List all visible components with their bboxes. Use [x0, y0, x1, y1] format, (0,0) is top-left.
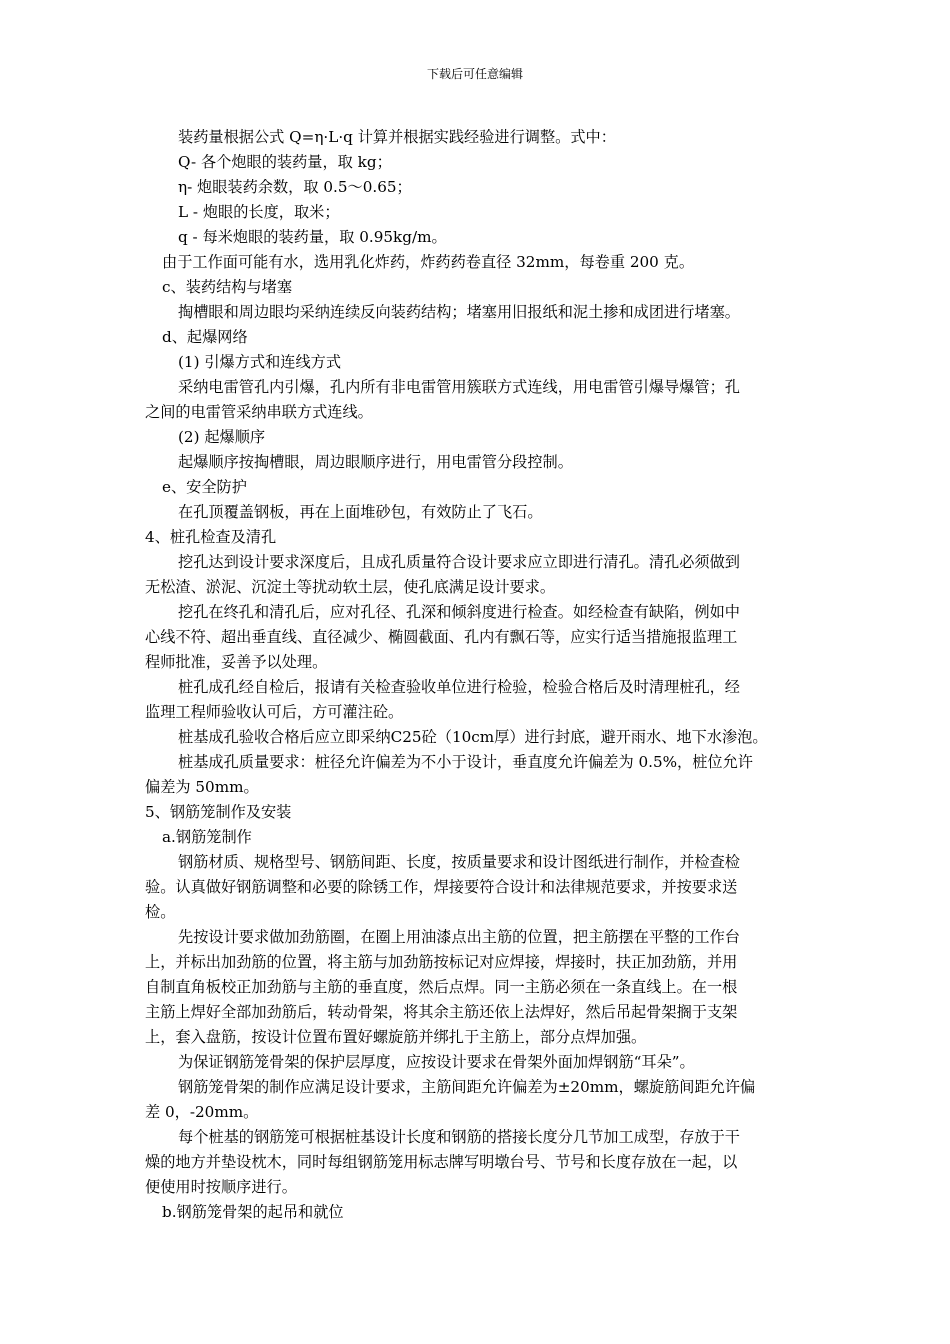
- page-header: 下载后可任意编辑: [426, 67, 523, 81]
- text-line: 每个桩基的钢筋笼可根据桩基设计长度和钢筋的搭接长度分几节加工成型，存放于干: [178, 1128, 740, 1146]
- text-line: 验。认真做好钢筋调整和必要的除锈工作，焊接要符合设计和法律规范要求，并按要求送: [145, 878, 738, 896]
- text-line: 便使用时按顺序进行。: [145, 1178, 297, 1196]
- text-line: 采纳电雷管孔内引爆，孔内所有非电雷管用簇联方式连线，用电雷管引爆导爆管；孔: [178, 378, 740, 396]
- text-line: 为保证钢筋笼骨架的保护层厚度，应按设计要求在骨架外面加焊钢筋“耳朵”。: [178, 1053, 695, 1071]
- text-line: 掏槽眼和周边眼均采纳连续反向装药结构；堵塞用旧报纸和泥土掺和成团进行堵塞。: [178, 303, 740, 321]
- text-line: 挖孔达到设计要求深度后，且成孔质量符合设计要求应立即进行清孔。清孔必须做到: [178, 553, 740, 571]
- subsection-heading: a.钢筋笼制作: [162, 828, 252, 846]
- text-line: 在孔顶覆盖钢板，再在上面堆砂包，有效防止了飞石。: [178, 503, 543, 521]
- text-line: 先按设计要求做加劲筋圈，在圈上用油漆点出主筋的位置，把主筋摆在平整的工作台: [178, 928, 740, 946]
- text-line: 由于工作面可能有水，选用乳化炸药，炸药药卷直径 32mm，每卷重 200 克。: [162, 253, 695, 271]
- text-line: η- 炮眼装药余数，取 0.5～0.65；: [178, 178, 412, 196]
- subsection-heading: b.钢筋笼骨架的起吊和就位: [162, 1203, 344, 1221]
- text-line: L - 炮眼的长度，取米；: [178, 203, 340, 221]
- subsection-heading: c、装药结构与堵塞: [162, 278, 293, 296]
- subsection-heading: (2) 起爆顺序: [178, 428, 266, 446]
- subsection-heading: e、安全防护: [162, 478, 247, 496]
- section-heading: 5、钢筋笼制作及安装: [145, 803, 292, 821]
- text-line: Q- 各个炮眼的装药量，取 kg；: [178, 153, 392, 171]
- text-line: 差 0，-20mm。: [145, 1103, 259, 1121]
- text-line: 桩基成孔质量要求：桩径允许偏差为不小于设计，垂直度允许偏差为 0.5%，桩位允许: [178, 753, 753, 771]
- text-line: 自制直角板校正加劲筋与主筋的垂直度，然后点焊。同一主筋必须在一条直线上。在一根: [145, 978, 738, 996]
- text-line: 心线不符、超出垂直线、直径减少、椭圆截面、孔内有飘石等，应实行适当措施报监理工: [145, 628, 738, 646]
- text-line: q - 每米炮眼的装药量，取 0.95kg/m。: [178, 228, 447, 246]
- text-line: 挖孔在终孔和清孔后，应对孔径、孔深和倾斜度进行检查。如经检查有缺陷，例如中: [178, 603, 740, 621]
- subsection-heading: d、起爆网络: [162, 328, 248, 346]
- text-line: 偏差为 50mm。: [145, 778, 259, 796]
- section-heading: 4、桩孔检查及清孔: [145, 528, 277, 546]
- text-line: 无松渣、淤泥、沉淀土等扰动软土层，使孔底满足设计要求。: [145, 578, 556, 596]
- text-line: 钢筋笼骨架的制作应满足设计要求，主筋间距允许偏差为±20mm，螺旋筋间距允许偏: [178, 1078, 756, 1096]
- text-line: 程师批准，妥善予以处理。: [145, 653, 328, 671]
- text-line: 监理工程师验收认可后，方可灌注砼。: [145, 703, 404, 721]
- text-line: 之间的电雷管采纳串联方式连线。: [145, 403, 373, 421]
- text-line: 上，并标出加劲筋的位置，将主筋与加劲筋按标记对应焊接，焊接时，扶正加劲筋，并用: [145, 953, 738, 971]
- text-line: 装药量根据公式 Q=η·L·q 计算并根据实践经验进行调整。式中：: [178, 128, 616, 146]
- text-line: 桩孔成孔经自检后，报请有关检查验收单位进行检验，检验合格后及时清理桩孔，经: [178, 678, 740, 696]
- subsection-heading: (1) 引爆方式和连线方式: [178, 353, 342, 371]
- text-line: 钢筋材质、规格型号、钢筋间距、长度，按质量要求和设计图纸进行制作，并检查检: [178, 853, 740, 871]
- text-line: 燥的地方并垫设枕木，同时每组钢筋笼用标志牌写明墩台号、节号和长度存放在一起，以: [145, 1153, 738, 1171]
- text-line: 检。: [145, 903, 176, 921]
- text-line: 主筋上焊好全部加劲筋后，转动骨架，将其余主筋还依上法焊好，然后吊起骨架搁于支架: [145, 1003, 738, 1021]
- text-line: 桩基成孔验收合格后应立即采纳C25砼（10cm厚）进行封底，避开雨水、地下水渗泡。: [178, 728, 768, 746]
- text-line: 起爆顺序按掏槽眼，周边眼顺序进行，用电雷管分段控制。: [178, 453, 573, 471]
- text-line: 上，套入盘筋，按设计位置布置好螺旋筋并绑扎于主筋上，部分点焊加强。: [145, 1028, 647, 1046]
